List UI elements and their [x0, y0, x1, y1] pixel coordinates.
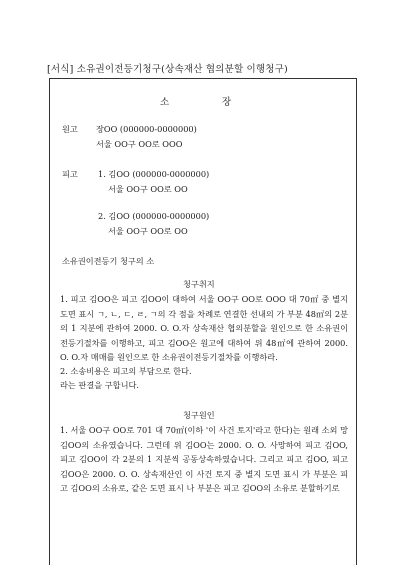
claim-item-1: 1. 피고 김OO은 피고 김OO이 대하여 서울 OO구 OO로 OOO 대 70㎡ 중 별지 도면 표시 ㄱ, ㄴ, ㄷ, ㄹ, ㄱ의 각 점을 차례로 연결한 선내의 가 부분 48㎡의 2분의 1 지분에 관하여 2000. O. O.자 상속재산 협의분할을 원인으로 한 소유권이전등기절차를 이행하고, 피고 김OO은 원고에 대하여 위 48㎡에 관하여 2000. O. O.자 매매를 원인으로 한 소유권이전등기절차를 이행하라. [60, 294, 348, 362]
defendant-1-name: 1. 김OO (000000-0000000) [98, 169, 210, 179]
document-title-jang: 장 [222, 97, 232, 108]
form-label: [서식] 소유권이전등기청구(상속재산 협의분할 이행청구) [47, 64, 288, 75]
claim-closing: 라는 판결을 구합니다. [60, 380, 139, 390]
claim-item-2: 2. 소송비용은 피고의 부담으로 한다. [60, 366, 192, 376]
defendant-role: 피고 [62, 169, 78, 179]
plaintiff-address: 서울 OO구 OO로 OOO [96, 139, 183, 149]
reason-heading: 청구원인 [183, 410, 215, 420]
plaintiff-name: 장OO (000000-0000000) [96, 124, 197, 134]
claim-heading: 청구취지 [183, 279, 215, 289]
defendant-2-name: 2. 김OO (000000-0000000) [98, 211, 210, 221]
defendant-2-address: 서울 OO구 OO로 OO [108, 226, 188, 236]
reason-text: 1. 서울 OO구 OO로 701 대 70㎡(이하 '이 사건 토지'라고 한다)는 원래 소외 망 김OO의 소유였습니다. 그런데 위 김OO는 2000. O. O. 사망하여 피고 김OO, 피고 김OO이 각 2분의 1 지분씩 공동상속하였습니다. 그리고 피고 김OO, 피고 김OO은 2000. O. O. 상속재산인 이 사건 토지 중 별지 도면 표시 가 부분은 피고 김OO의 소유로, 같은 도면 표시 나 부분은 피고 김OO의 소유로 분할하기로 [60, 425, 348, 493]
defendant-1-address: 서울 OO구 OO로 OO [108, 184, 188, 194]
case-name: 소유권이전등기 청구의 소 [62, 256, 155, 266]
plaintiff-role: 원고 [62, 124, 78, 134]
document-title-so: 소 [160, 97, 171, 108]
